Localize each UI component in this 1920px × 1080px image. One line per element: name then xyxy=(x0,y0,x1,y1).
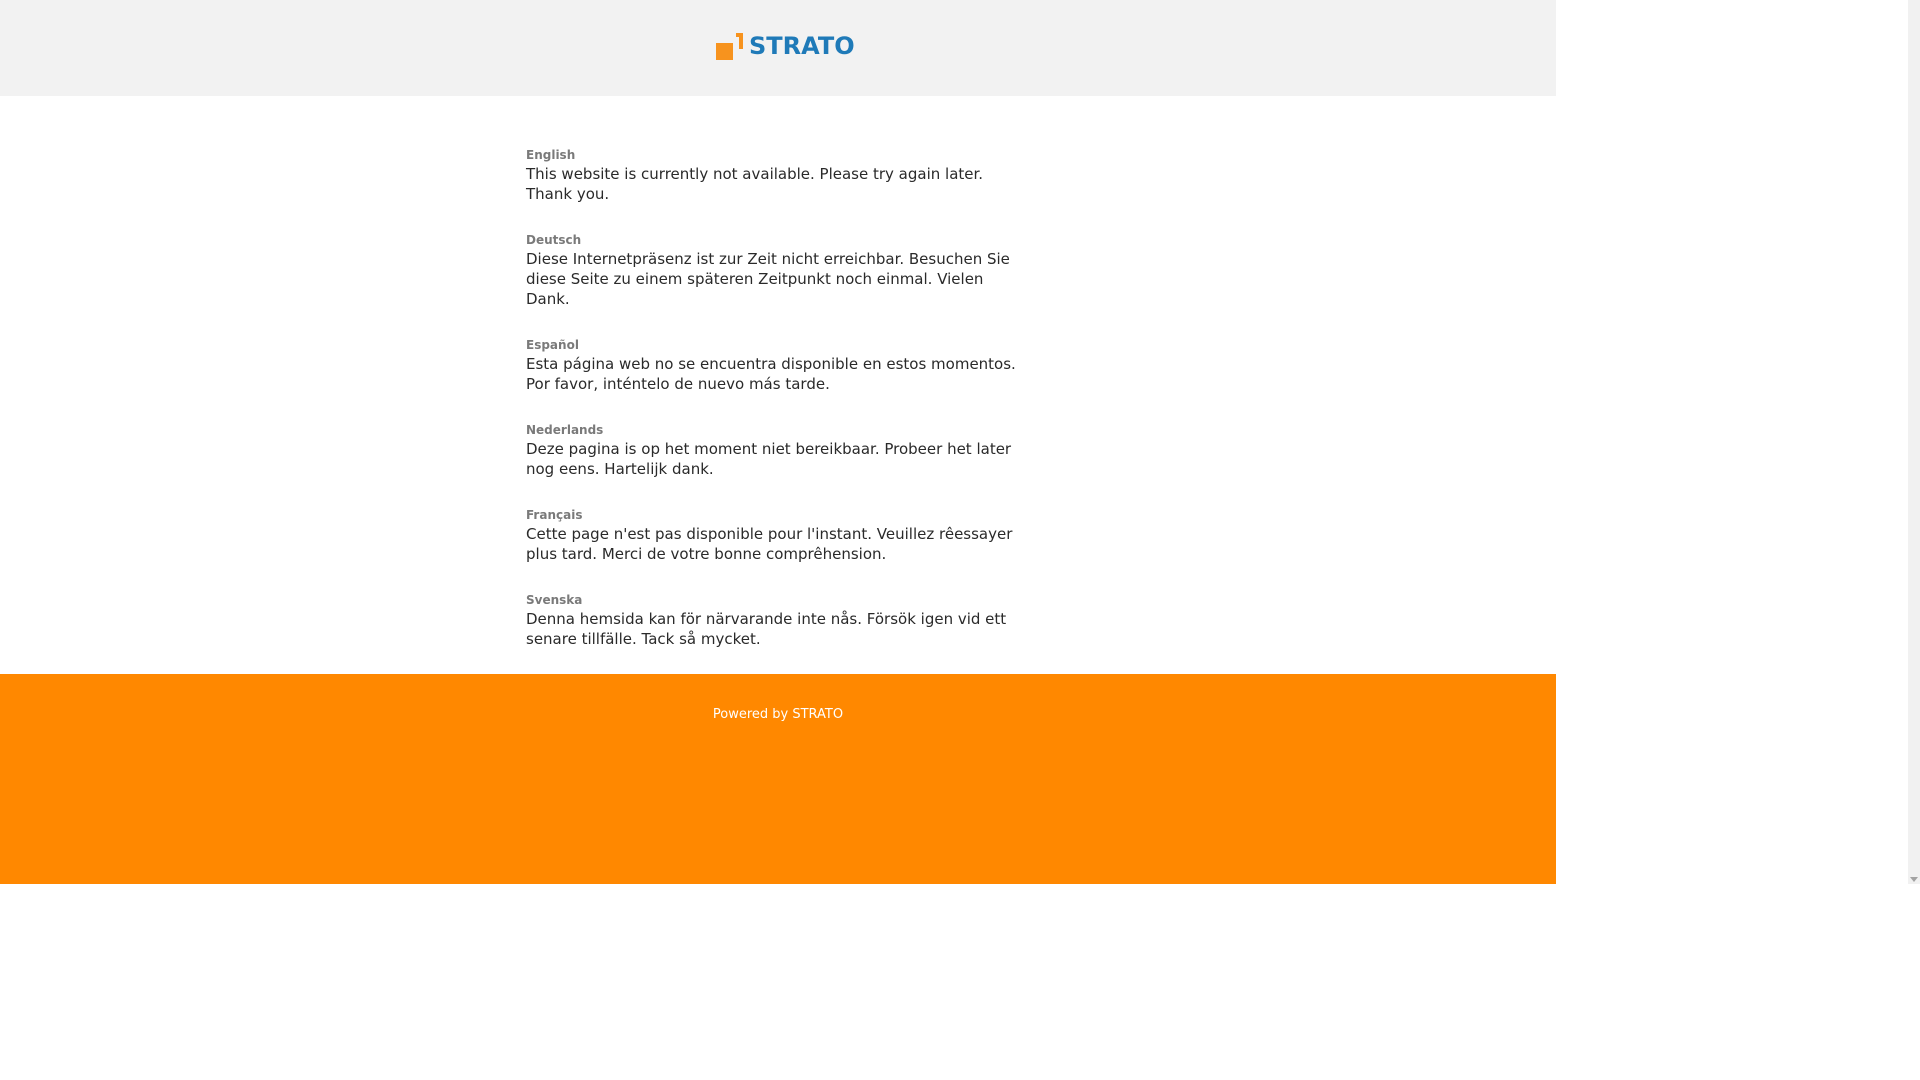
language-label: English xyxy=(526,148,576,162)
message-espanol xyxy=(526,336,1021,394)
logo-square xyxy=(716,43,733,60)
powered-by-link[interactable]: Powered by STRATO xyxy=(712,707,844,722)
message-text: Deze pagina is op het moment niet bereikbaar. Probeer het later nog eens. Hartelijk dank. xyxy=(526,440,1012,478)
header xyxy=(0,0,1556,96)
message-text: Diese Internetpräsenz ist zur Zeit nicht erreichbar. Besuchen Sie diese Seite zu einem späteren Zeitpunkt noch einmal. Vielen Dank. xyxy=(526,250,1010,308)
message-english xyxy=(526,146,1021,204)
message-text: This website is currently not available. Please try again later. Thank you. xyxy=(526,165,984,203)
message-nederlands xyxy=(526,421,1021,479)
message-text: Esta página web no se encuentra disponible en estos momentos. Por favor, inténtelo de nuevo más tarde. xyxy=(526,355,1016,393)
message-svenska xyxy=(526,591,1021,649)
vertical-scrollbar[interactable] xyxy=(1908,0,1920,884)
language-label: Español xyxy=(526,338,579,352)
language-label: Français xyxy=(526,508,583,522)
message-francais xyxy=(526,506,1021,564)
language-label: Deutsch xyxy=(526,233,582,247)
message-list xyxy=(526,146,1021,676)
footer xyxy=(0,674,1556,884)
logo-bracket xyxy=(736,33,743,49)
strato-logo[interactable] xyxy=(716,32,855,60)
scroll-down-arrow-icon[interactable] xyxy=(1910,877,1918,882)
message-text: Denna hemsida kan för närvarande inte nås. Försök igen vid ett senare tillfälle. Tack så mycket. xyxy=(526,610,1007,648)
message-deutsch xyxy=(526,231,1021,309)
logo-text: STRATO xyxy=(749,32,855,60)
strato-logo-icon xyxy=(716,33,743,60)
language-label: Nederlands xyxy=(526,423,604,437)
language-label: Svenska xyxy=(526,593,583,607)
message-text: Cette page n'est pas disponible pour l'instant. Veuillez rêessayer plus tard. Merci de votre bonne comprêhension. xyxy=(526,525,1013,563)
